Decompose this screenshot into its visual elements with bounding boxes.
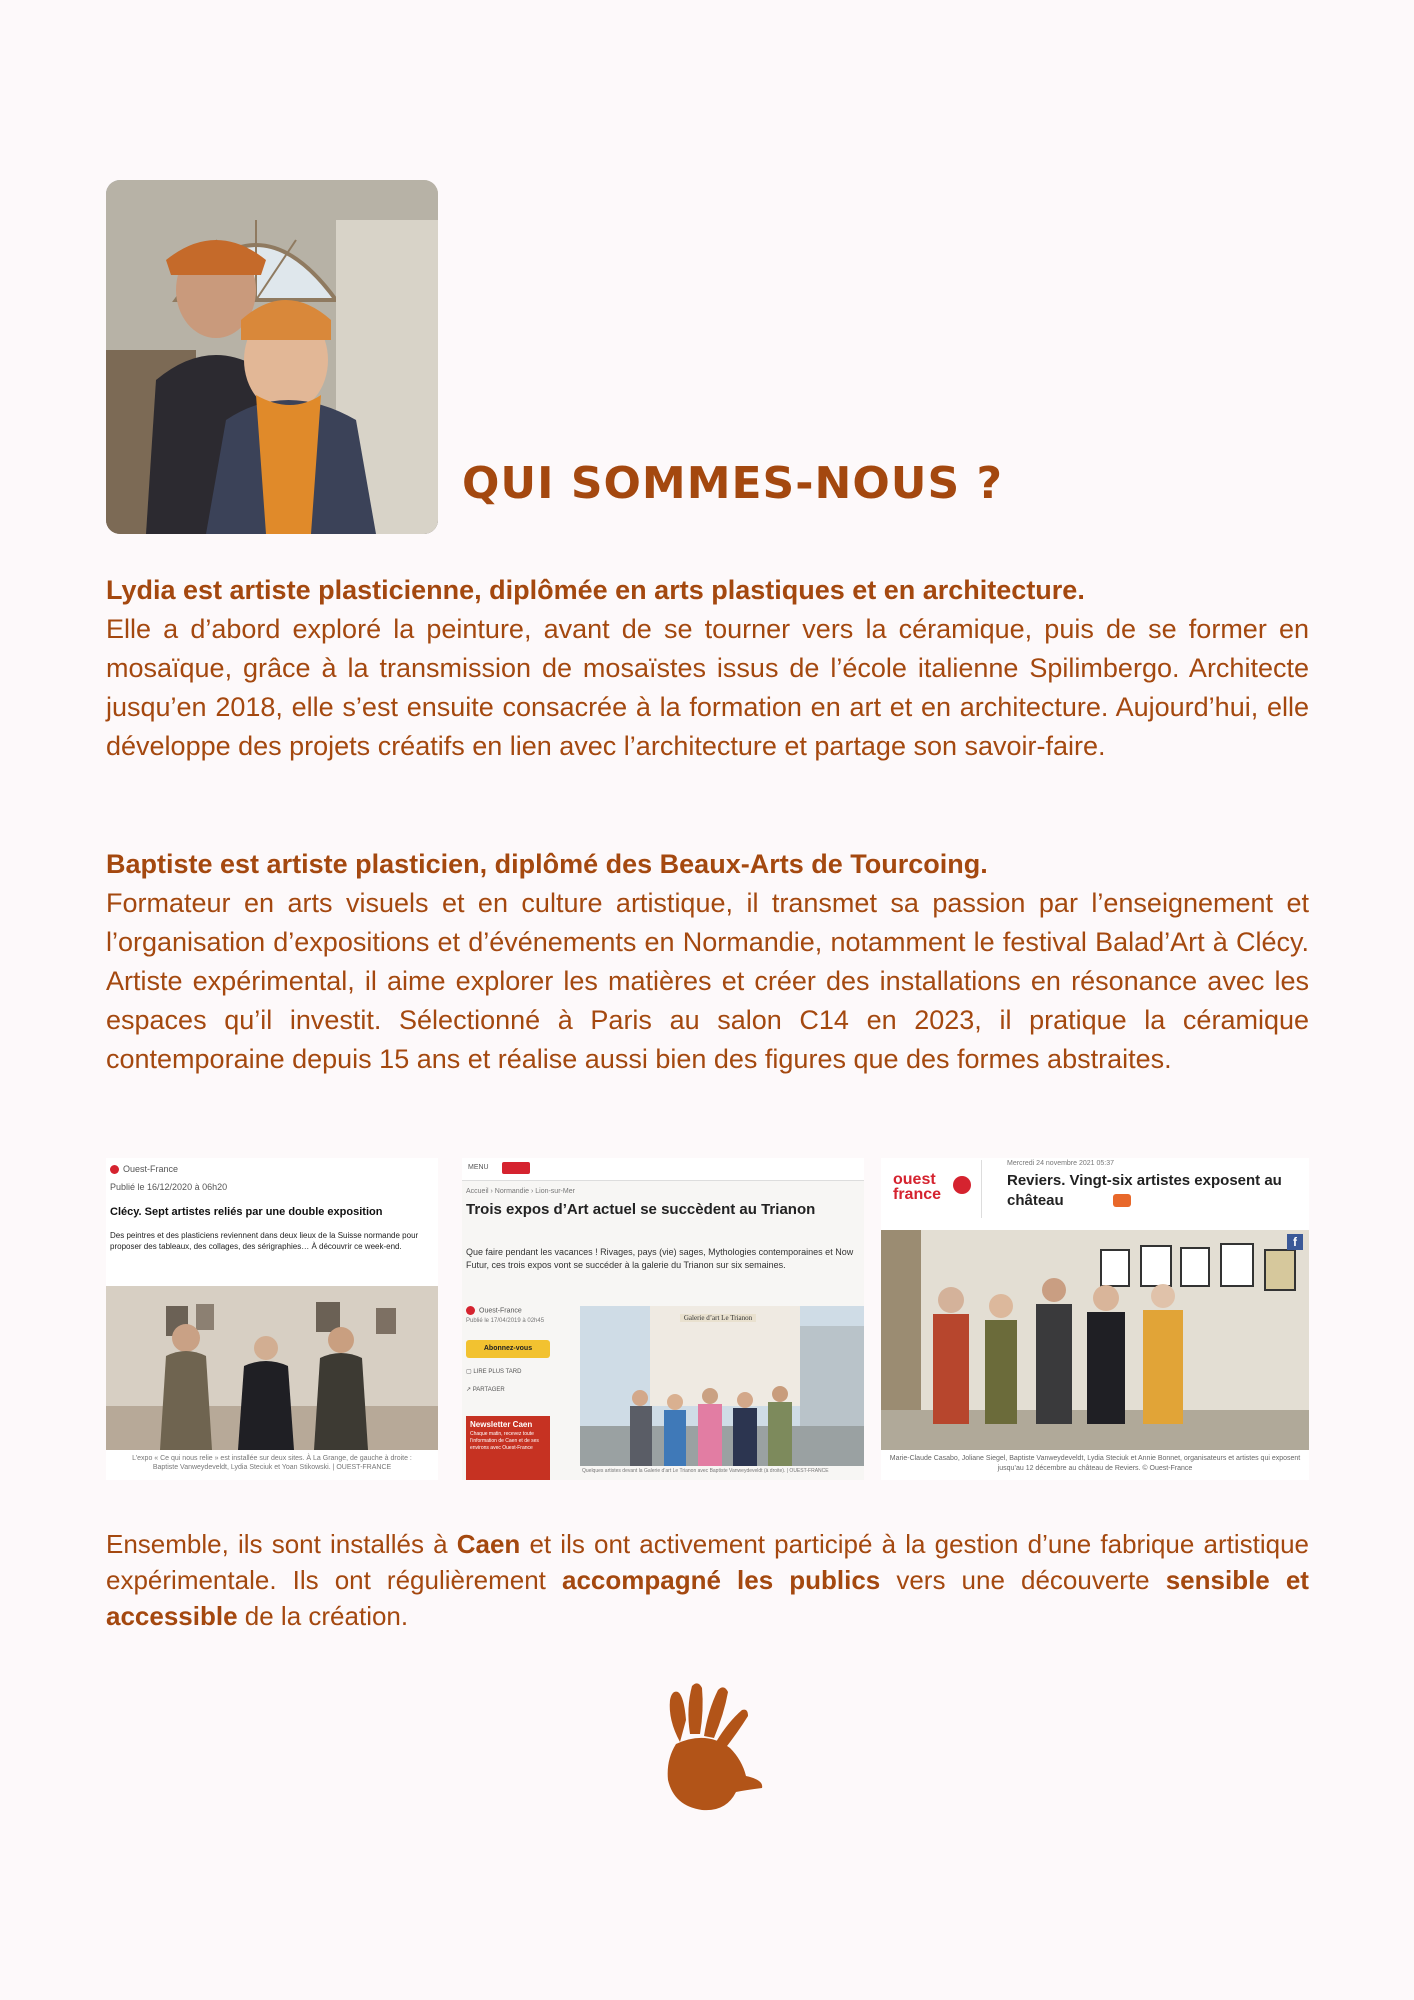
comment-icon[interactable] (1113, 1194, 1131, 1207)
newsletter-title: Newsletter Caen (470, 1420, 533, 1429)
press-caption: L’expo « Ce qui nous relie » est installée sur deux sites. À La Grange, de gauche à droite : Baptiste Vanweydeveldt, Lydia Steciuk et Yoan Stikowski. | OUEST-FRANCE (132, 1455, 412, 1471)
highlight-publics: accompagné les publics (561, 1565, 881, 1595)
breadcrumb: Accueil › Normandie › Lion-sur-Mer (466, 1188, 575, 1195)
page-title: QUI SOMMES-NOUS ? (462, 458, 1003, 509)
highlight-caen: Caen (456, 1529, 521, 1559)
newsletter-box[interactable] (466, 1416, 550, 1480)
menu-label[interactable]: MENU (468, 1164, 489, 1171)
facebook-icon[interactable]: f (1287, 1234, 1303, 1250)
press-photo (881, 1230, 1309, 1450)
press-date: Publié le 16/12/2020 à 06h20 (110, 1182, 228, 1192)
lydia-bio (106, 571, 1309, 766)
ouest-france-dot-icon (953, 1176, 971, 1194)
lydia-heading: Lydia est artiste plasticienne, diplômée en arts plastiques et en architecture. (106, 575, 1085, 605)
press-lead: Que faire pendant les vacances ! Rivages, pays (vie) sages, Mythologies contemporaines et Now Futur, ces trois expos vont se succéder à la galerie du Trianon sur six semaines. (466, 1247, 854, 1270)
baptiste-text: Formateur en arts visuels et en culture artistique, il transmet sa passion par l’enseignement et l’organisation d’expositions et d’événements en Normandie, notamment le festival Balad’Art à Clécy. Artiste expérimental, il aime explorer les matières et créer des installations en résonance avec les espaces qu’il investit. Sélectionné à Paris au salon C14 en 2023, il pratique la céramique contemporaine depuis 15 ans et réalise aussi bien des figures que des formes abstraites. (106, 888, 1309, 1074)
newsletter-text: Chaque matin, recevez toute l’information de Caen et de ses environs avec Ouest-France (470, 1431, 539, 1451)
press-clipping-reviers (881, 1158, 1309, 1480)
press-clipping-clecy (106, 1158, 438, 1480)
closing-paragraph: Ensemble, ils sont installés à Caen et ils ont activement participé à la gestion d’une fabrique artistique expérimentale. Ils ont régulièrement accompagné les publics vers une découverte sensible et accessible de la création. (106, 1529, 1309, 1631)
ouest-france-logo (502, 1162, 530, 1174)
press-date: Publié le 17/04/2019 à 02h45 (466, 1318, 545, 1324)
read-later-link[interactable]: ▢ LIRE PLUS TARD (466, 1369, 522, 1375)
highlight-sensible: sensible et accessible (106, 1565, 1309, 1631)
portrait-photo (106, 180, 438, 534)
ouest-france-dot-icon (466, 1306, 475, 1315)
press-headline: Trois expos d’Art actuel se succèdent au Trianon (466, 1201, 816, 1218)
press-photo (106, 1286, 438, 1450)
press-photo (580, 1306, 864, 1466)
press-source-line: Ouest-France (110, 1164, 178, 1174)
press-headline: Reviers. Vingt-six artistes exposent au château (1007, 1172, 1282, 1209)
subscribe-button[interactable]: Abonnez-vous (466, 1340, 550, 1358)
divider (981, 1160, 982, 1218)
baptiste-bio (106, 845, 1309, 1079)
ouest-france-dot-icon (110, 1165, 119, 1174)
press-source-line: Ouest-France (466, 1306, 522, 1315)
baptiste-heading: Baptiste est artiste plasticien, diplômé des Beaux-Arts de Tourcoing. (106, 849, 988, 879)
press-topbar (462, 1158, 864, 1181)
press-headline: Clécy. Sept artistes reliés par une double exposition (110, 1206, 383, 1218)
press-caption: Marie-Claude Casabo, Joliane Siegel, Baptiste Vanweydeveldt, Lydia Steciuk et Annie Bonnet, organisateurs et artistes qui exposent jusqu’au 12 décembre au château de Reviers. © Ouest-France (889, 1455, 1301, 1472)
press-clipping-trianon (462, 1158, 864, 1480)
press-lead: Des peintres et des plasticiens reviennent dans deux lieux de la Suisse normande pour proposer des tableaux, des collages, des sérigraphies… À découvrir ce week-end. (110, 1231, 419, 1251)
press-caption: Quelques artistes devant la Galerie d’art Le Trianon avec Baptiste Vanweydeveldt (à droite). | OUEST-FRANCE (582, 1468, 829, 1474)
press-date: Mercredi 24 novembre 2021 05:37 (1007, 1160, 1115, 1167)
handprint-icon (646, 1680, 766, 1820)
lydia-text: Elle a d’abord exploré la peinture, avant de se tourner vers la céramique, puis de se former en mosaïque, grâce à la transmission de mosaïstes issus de l’école italienne Spilimbergo. Architecte jusqu’en 2018, elle s’est ensuite consacrée à la formation en art et en architecture. Aujourd’hui, elle développe des projets créatifs en lien avec l’architecture et partage son savoir-faire. (106, 614, 1309, 761)
ouest-france-logo: ouest france (893, 1171, 942, 1203)
share-link[interactable]: ↗ PARTAGER (466, 1387, 505, 1393)
gallery-sign: Galerie d’art Le Trianon (680, 1314, 756, 1322)
